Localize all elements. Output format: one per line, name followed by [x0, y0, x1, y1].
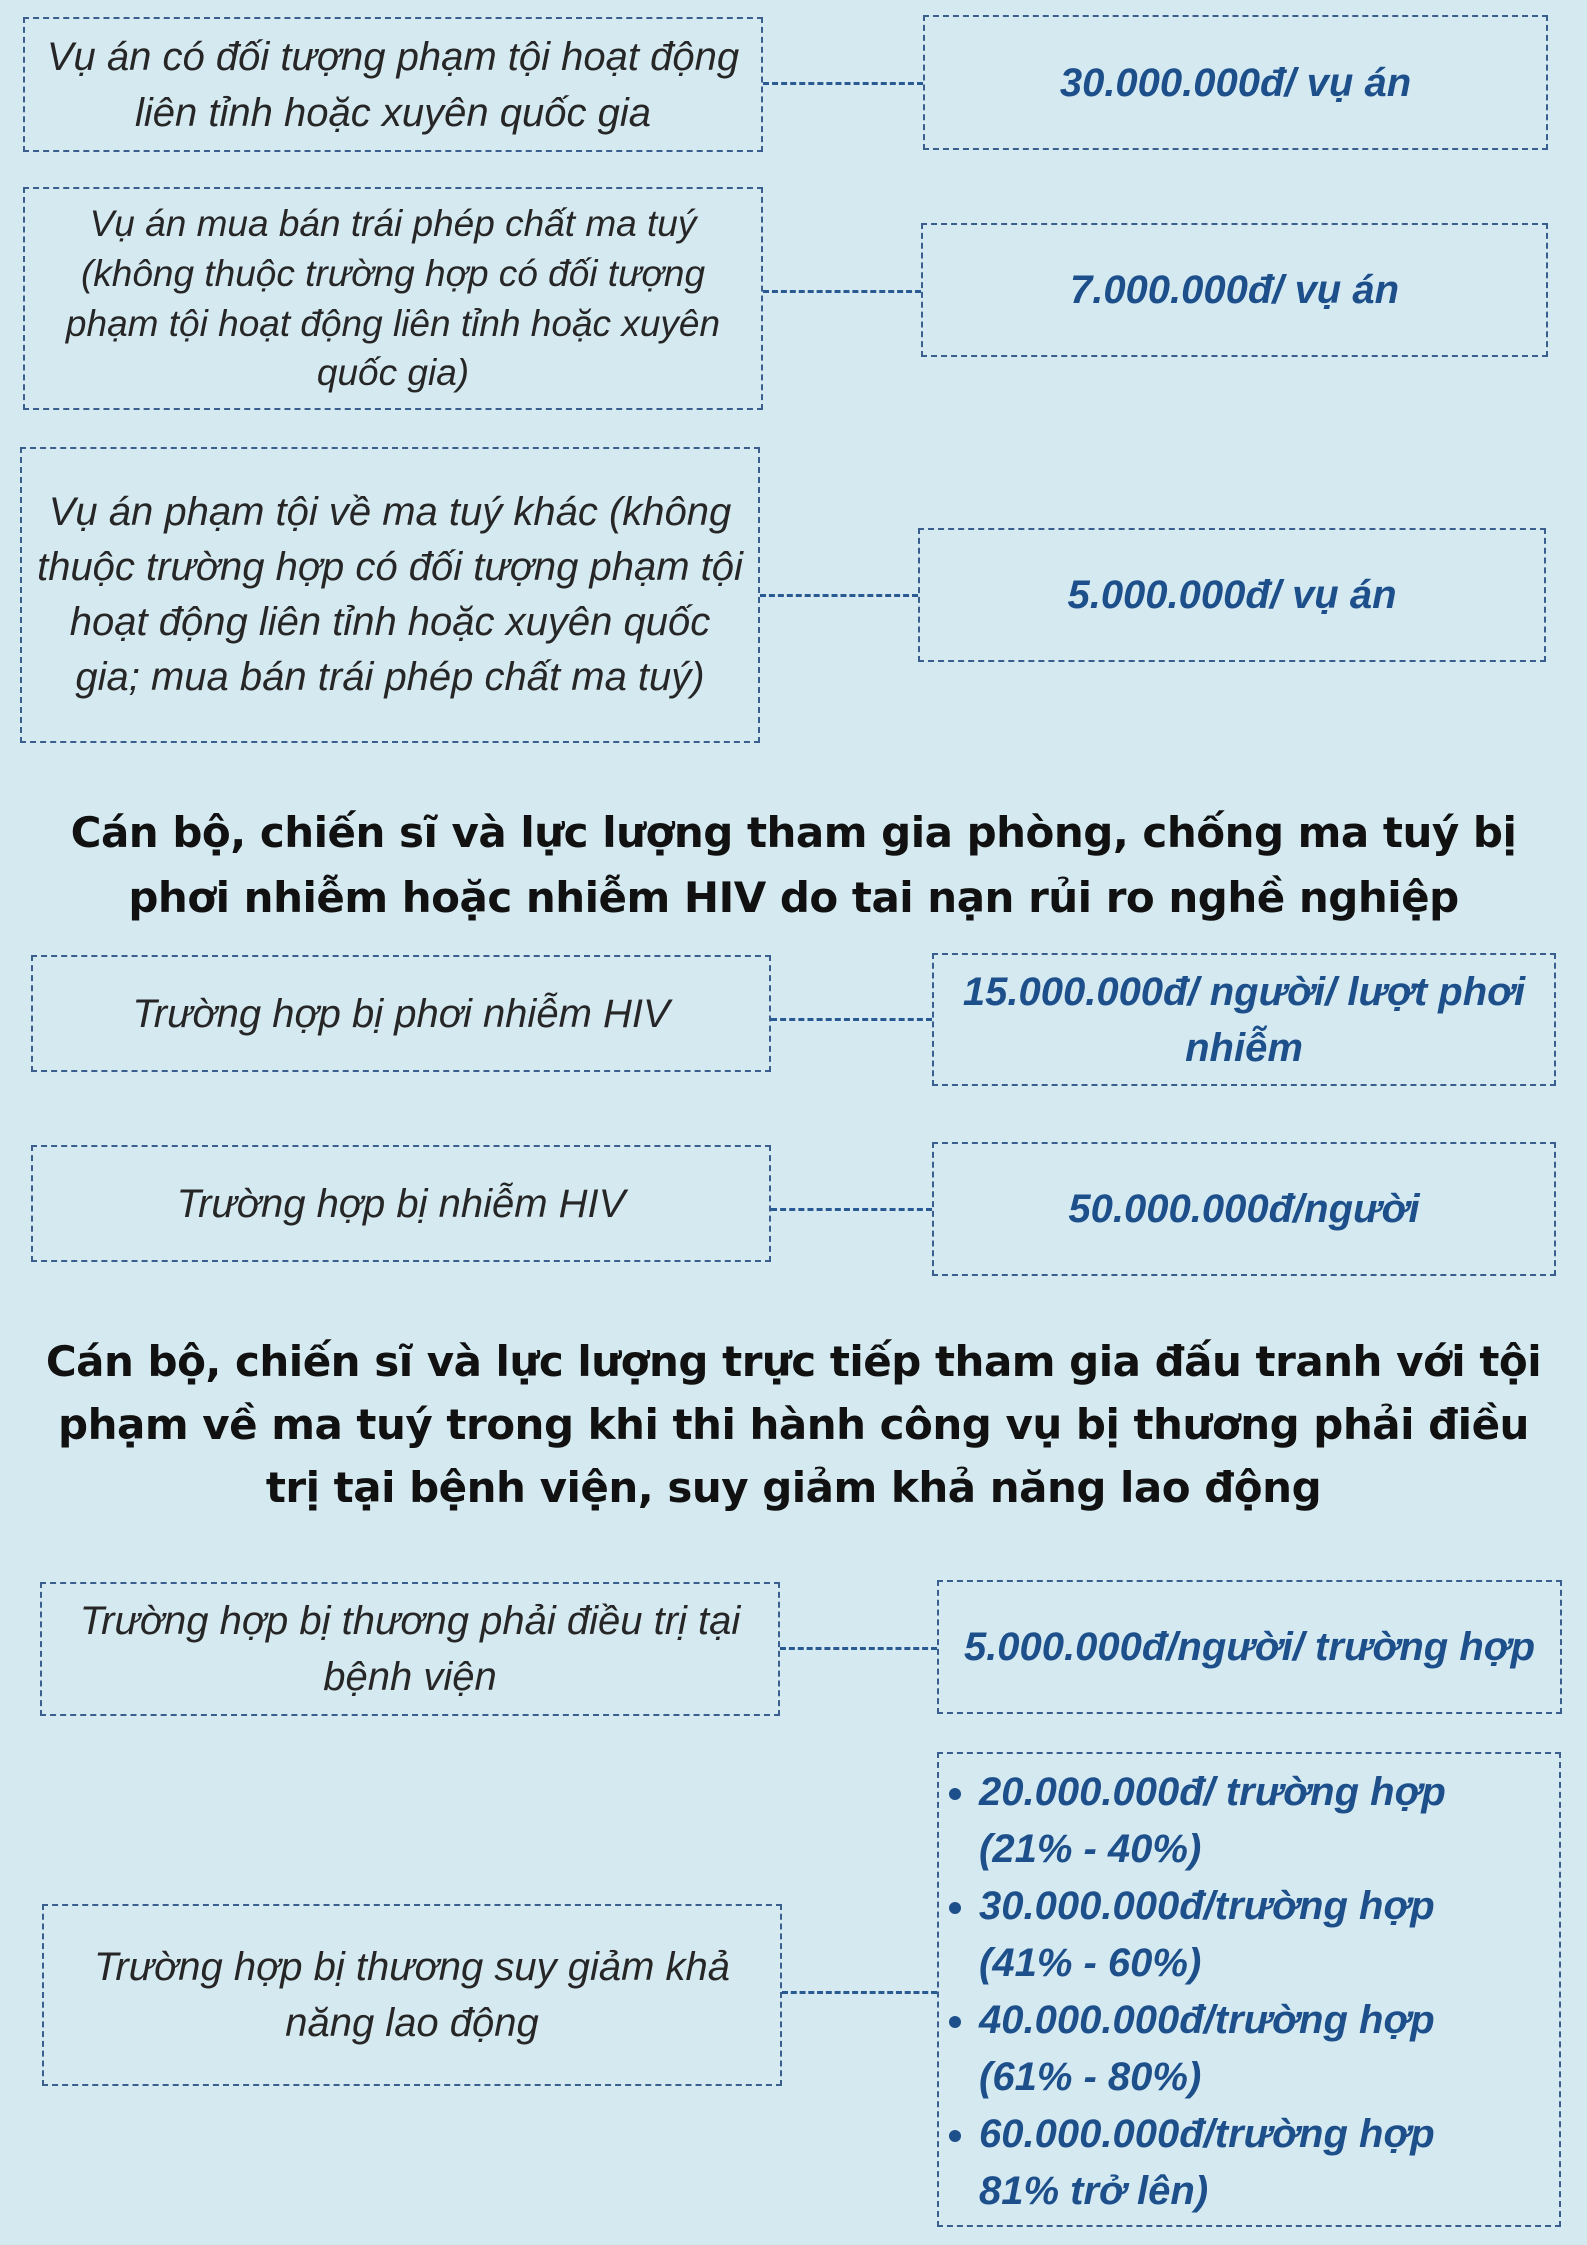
connector-line: [782, 1991, 937, 1994]
list-item: • 60.000.000đ/trường hợp 81% trở lên): [979, 2106, 1539, 2220]
condition-box-drug-trafficking-case: [23, 187, 763, 410]
amount-box-hiv-infection: [932, 1142, 1556, 1276]
amount-list-work-capacity-loss: [937, 1752, 1561, 2227]
connector-line: [760, 594, 918, 597]
condition-box-interprovincial-case: [23, 17, 763, 152]
condition-box-hospital-treatment: [40, 1582, 780, 1716]
section-heading-injury: Cán bộ, chiến sĩ và lực lượng trực tiếp tham gia đấu tranh với tội phạm về ma tuý trong khi thi hành công vụ bị thương phải điều trị tại bệnh viện, suy giảm khả năng lao động: [45, 1337, 1542, 1512]
amount-box-drug-trafficking-case: [921, 223, 1548, 357]
section-heading-hiv: Cán bộ, chiến sĩ và lực lượng tham gia phòng, chống ma tuý bị phơi nhiễm hoặc nhiễm HIV do tai nạn rủi ro nghề nghiệp: [70, 808, 1517, 923]
condition-box-hiv-infection: [31, 1145, 771, 1262]
condition-text: Trường hợp bị thương suy giảm khả năng lao động: [93, 1945, 731, 2045]
list-item: • 30.000.000đ/trường hợp (41% - 60%): [979, 1878, 1539, 1992]
amount-text: 50.000.000đ/người: [1068, 1187, 1420, 1231]
list-item: • 20.000.000đ/ trường hợp (21% - 40%): [979, 1764, 1539, 1878]
condition-text: Trường hợp bị phơi nhiễm HIV: [132, 991, 670, 1036]
connector-line: [780, 1647, 937, 1650]
connector-line: [771, 1208, 932, 1211]
connector-line: [763, 82, 923, 85]
amount-box-hiv-exposure: [932, 953, 1556, 1086]
condition-text: Vụ án phạm tội về ma tuý khác (không thuộc trường hợp có đối tượng phạm tội hoạt động liên tỉnh hoặc xuyên quốc gia; mua bán trái phép chất ma tuý): [37, 490, 743, 699]
condition-text: Trường hợp bị thương phải điều trị tại bệnh viện: [79, 1599, 741, 1699]
connector-line: [771, 1018, 932, 1021]
amount-text: 7.000.000đ/ vụ án: [1069, 268, 1400, 312]
connector-line: [763, 290, 921, 293]
condition-box-work-capacity-loss: [42, 1904, 782, 2086]
amount-text: 5.000.000đ/ vụ án: [1067, 573, 1397, 617]
condition-text: Vụ án mua bán trái phép chất ma tuý (không thuộc trường hợp có đối tượng phạm tội hoạt động liên tỉnh hoặc xuyên quốc gia): [65, 202, 721, 394]
amount-box-hospital-treatment: [937, 1580, 1562, 1714]
condition-box-other-drug-case: [20, 447, 760, 743]
amount-box-other-drug-case: [918, 528, 1546, 662]
condition-text: Trường hợp bị nhiễm HIV: [176, 1181, 626, 1226]
list-item: • 40.000.000đ/trường hợp (61% - 80%): [979, 1992, 1539, 2106]
condition-box-hiv-exposure: [31, 955, 771, 1072]
condition-text: Vụ án có đối tượng phạm tội hoạt động liên tỉnh hoặc xuyên quốc gia: [46, 34, 740, 135]
disability-levels-list: [939, 1764, 1539, 2220]
amount-text: 15.000.000đ/ người/ lượt phơi nhiễm: [962, 969, 1526, 1070]
amount-text: 30.000.000đ/ vụ án: [1059, 60, 1412, 105]
amount-text: 5.000.000đ/người/ trường hợp: [963, 1625, 1536, 1669]
amount-box-interprovincial-case: [923, 15, 1548, 150]
